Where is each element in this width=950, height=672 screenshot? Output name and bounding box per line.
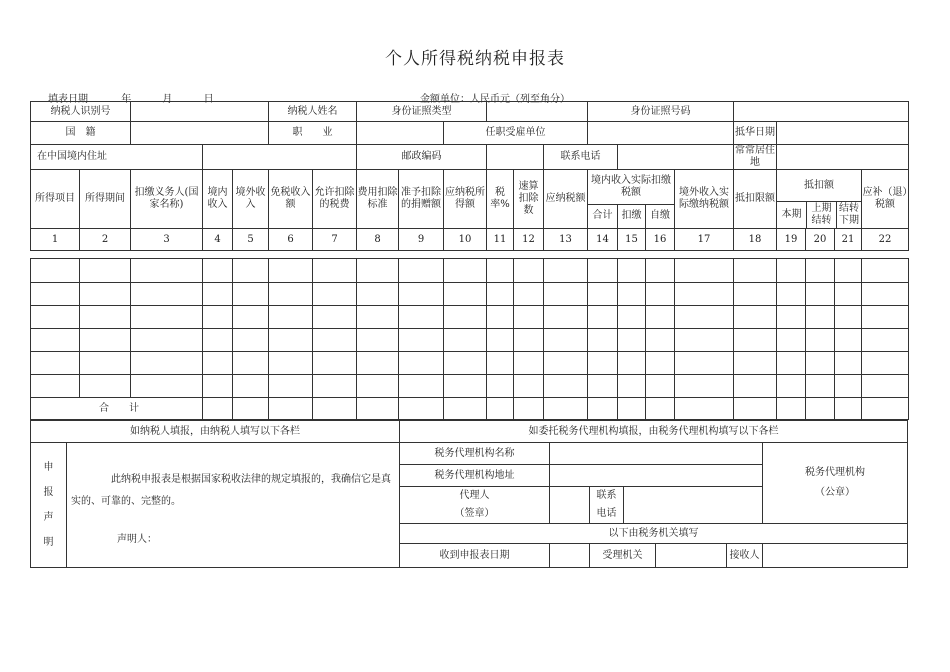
table-cell[interactable]: [514, 352, 544, 375]
table-cell[interactable]: [777, 375, 806, 398]
agent-address-value[interactable]: [550, 465, 763, 487]
table-cell[interactable]: [203, 375, 233, 398]
col-domestic-income: 境内收入: [203, 170, 233, 229]
table-cell[interactable]: [313, 352, 357, 375]
col-number: 14: [588, 229, 618, 251]
id-type-value[interactable]: [487, 102, 588, 122]
col-period: 所得期间: [80, 170, 131, 229]
table-cell[interactable]: [131, 375, 203, 398]
col-number: 9: [399, 229, 444, 251]
table-cell[interactable]: [734, 283, 777, 306]
table-cell[interactable]: [399, 283, 444, 306]
table-cell[interactable]: [544, 306, 588, 329]
total-cell[interactable]: [514, 398, 544, 420]
col-prior-carry: 上期结转: [807, 202, 837, 228]
table-cell[interactable]: [544, 259, 588, 283]
total-cell[interactable]: [806, 398, 835, 420]
table-cell[interactable]: [588, 259, 618, 283]
table-cell[interactable]: [646, 259, 675, 283]
table-cell[interactable]: [487, 306, 514, 329]
col-withheld: 扣缴: [618, 204, 646, 228]
total-cell[interactable]: [618, 398, 646, 420]
table-cell[interactable]: [31, 375, 80, 398]
col-exempt-income: 免税收入额: [269, 170, 313, 229]
table-cell[interactable]: [588, 329, 618, 352]
table-cell[interactable]: [618, 259, 646, 283]
col-donation: 准予扣除的捐赠额: [399, 170, 444, 229]
table-cell[interactable]: [777, 329, 806, 352]
day-label: 日: [203, 94, 214, 105]
total-cell[interactable]: [357, 398, 399, 420]
table-cell[interactable]: [835, 375, 862, 398]
total-cell[interactable]: [233, 398, 269, 420]
year-label: 年: [121, 94, 132, 105]
col-number: 22: [862, 229, 909, 251]
accepting-office-label: 受理机关: [590, 544, 656, 568]
table-cell[interactable]: [357, 259, 399, 283]
table-cell[interactable]: [357, 352, 399, 375]
table-cell[interactable]: [514, 375, 544, 398]
table-cell[interactable]: [357, 306, 399, 329]
table-cell[interactable]: [269, 259, 313, 283]
table-cell[interactable]: [862, 283, 909, 306]
table-cell[interactable]: [487, 352, 514, 375]
total-cell[interactable]: [313, 398, 357, 420]
table-cell[interactable]: [835, 306, 862, 329]
table-cell[interactable]: [734, 329, 777, 352]
table-row: [31, 375, 909, 398]
residence-value[interactable]: [777, 145, 909, 170]
table-cell[interactable]: [646, 375, 675, 398]
col-number: 17: [675, 229, 734, 251]
col-domestic-paid: 境内收入实际扣缴税额: [588, 170, 675, 205]
col-withholder: 扣缴义务人(国家名称): [131, 170, 203, 229]
table-cell[interactable]: [444, 375, 487, 398]
table-cell[interactable]: [31, 329, 80, 352]
table-cell[interactable]: [618, 329, 646, 352]
table-cell[interactable]: [862, 306, 909, 329]
table-cell[interactable]: [588, 306, 618, 329]
total-cell[interactable]: [544, 398, 588, 420]
col-number: 10: [444, 229, 487, 251]
table-cell[interactable]: [269, 352, 313, 375]
agent-contact-value[interactable]: [624, 487, 763, 524]
table-cell[interactable]: [675, 352, 734, 375]
table-cell[interactable]: [734, 375, 777, 398]
table-cell[interactable]: [514, 283, 544, 306]
table-cell[interactable]: [233, 306, 269, 329]
total-cell[interactable]: [269, 398, 313, 420]
table-cell[interactable]: [399, 375, 444, 398]
declaration-table: [30, 420, 908, 568]
col-number: 13: [544, 229, 588, 251]
nationality-value[interactable]: [131, 122, 269, 145]
table-cell[interactable]: [646, 306, 675, 329]
agent-contact-text: 联系电话: [596, 490, 617, 519]
table-cell[interactable]: [806, 329, 835, 352]
table-cell[interactable]: [31, 259, 80, 283]
total-cell[interactable]: [444, 398, 487, 420]
total-cell[interactable]: [203, 398, 233, 420]
col-number: 8: [357, 229, 399, 251]
total-cell[interactable]: [399, 398, 444, 420]
declaration-label: [31, 443, 67, 568]
col-number: 1: [31, 229, 80, 251]
table-cell[interactable]: [618, 375, 646, 398]
taxpayer-id-value[interactable]: [131, 102, 269, 122]
table-cell[interactable]: [487, 375, 514, 398]
table-cell[interactable]: [777, 283, 806, 306]
col-number: 20: [806, 229, 835, 251]
col-number-row: [31, 229, 909, 251]
table-cell[interactable]: [203, 329, 233, 352]
col-number: 19: [777, 229, 806, 251]
col-current: 本期: [777, 202, 807, 228]
table-cell[interactable]: [734, 352, 777, 375]
table-cell[interactable]: [646, 283, 675, 306]
total-cell[interactable]: [862, 398, 909, 420]
table-cell[interactable]: [269, 329, 313, 352]
table-cell[interactable]: [544, 283, 588, 306]
arrival-date-label: 抵华日期: [734, 122, 777, 145]
table-cell[interactable]: [777, 306, 806, 329]
table-cell[interactable]: [835, 283, 862, 306]
total-cell[interactable]: [487, 398, 514, 420]
table-cell[interactable]: [313, 375, 357, 398]
table-row: [31, 259, 909, 283]
table-row: [31, 283, 909, 306]
table-cell[interactable]: [806, 352, 835, 375]
table-cell[interactable]: [131, 283, 203, 306]
table-cell[interactable]: [80, 306, 131, 329]
declaration-label-text: 申报声明: [43, 462, 54, 548]
table-cell[interactable]: [675, 329, 734, 352]
table-cell[interactable]: [80, 352, 131, 375]
table-cell[interactable]: [233, 352, 269, 375]
residence-label: 常常居住地: [735, 145, 775, 168]
postal-code-label: 邮政编码: [357, 145, 487, 170]
agent-address-label: 税务代理机构地址: [400, 465, 550, 487]
table-cell[interactable]: [31, 283, 80, 306]
fill-date-label: 填表日期: [48, 94, 88, 105]
accepting-office-value[interactable]: [656, 544, 727, 568]
table-cell[interactable]: [777, 352, 806, 375]
table-cell[interactable]: [131, 329, 203, 352]
table-cell[interactable]: [514, 306, 544, 329]
arrival-date-value[interactable]: [777, 122, 909, 145]
table-cell[interactable]: [862, 352, 909, 375]
col-quick-deduction: 速算扣除数: [514, 170, 544, 229]
col-number: 16: [646, 229, 675, 251]
agent-name-label: 税务代理机构名称: [400, 443, 550, 465]
table-cell[interactable]: [31, 306, 80, 329]
col-number: 18: [734, 229, 777, 251]
table-cell[interactable]: [203, 352, 233, 375]
month-label: 月: [162, 94, 173, 105]
id-number-label: 身份证照号码: [588, 102, 734, 122]
amount-unit: 金额单位：人民币元（列至角分）: [420, 94, 570, 105]
table-cell[interactable]: [588, 375, 618, 398]
table-cell[interactable]: [357, 283, 399, 306]
postal-code-value[interactable]: [487, 145, 544, 170]
col-item: 所得项目: [31, 170, 80, 229]
table-cell[interactable]: [444, 283, 487, 306]
table-cell[interactable]: [514, 259, 544, 283]
agent-name-value[interactable]: [550, 443, 763, 465]
col-total: 合计: [588, 204, 618, 228]
taxpayer-name-label: 纳税人姓名: [269, 102, 357, 122]
table-cell[interactable]: [588, 283, 618, 306]
received-date-label: 收到申报表日期: [400, 544, 550, 568]
agent-org-stamp: [763, 443, 908, 524]
table-cell[interactable]: [835, 352, 862, 375]
taxpayer-id-label: 纳税人识别号: [31, 102, 131, 122]
tax-return-table: [30, 101, 909, 251]
col-carry-next: 结转下期: [839, 203, 859, 226]
table-cell[interactable]: [618, 283, 646, 306]
id-type-label: 身份证照类型: [357, 102, 487, 122]
declarant-label: 声明人：: [117, 534, 157, 545]
col-number: 4: [203, 229, 233, 251]
total-cell[interactable]: [588, 398, 618, 420]
domestic-address-label: 在中国境内住址: [31, 145, 203, 170]
col-tax-payable: 应纳税额: [544, 170, 588, 229]
table-cell[interactable]: [675, 306, 734, 329]
col-number: 11: [487, 229, 514, 251]
table-cell[interactable]: [313, 283, 357, 306]
col-allowed-tax: 允许扣除的税费: [313, 170, 357, 229]
col-credit-amount-label: 抵扣额: [777, 170, 861, 202]
table-cell[interactable]: [588, 352, 618, 375]
col-number: 12: [514, 229, 544, 251]
agent-org-seal: （公章）: [815, 487, 855, 498]
table-cell[interactable]: [675, 375, 734, 398]
table-cell[interactable]: [357, 375, 399, 398]
col-self-paid: 自缴: [646, 204, 675, 228]
table-cell[interactable]: [80, 329, 131, 352]
table-cell[interactable]: [806, 306, 835, 329]
table-cell[interactable]: [544, 375, 588, 398]
agent-person-cell: [400, 487, 550, 524]
declaration-text-cell: [67, 443, 400, 568]
nationality-label: 国 籍: [31, 122, 131, 145]
table-cell[interactable]: [399, 259, 444, 283]
agent-contact-label: [590, 487, 624, 524]
table-cell[interactable]: [80, 375, 131, 398]
table-cell[interactable]: [646, 352, 675, 375]
table-cell[interactable]: [487, 283, 514, 306]
col-number: 15: [618, 229, 646, 251]
col-number: 7: [313, 229, 357, 251]
receiver-value[interactable]: [763, 544, 908, 568]
table-cell[interactable]: [646, 329, 675, 352]
table-cell[interactable]: [444, 352, 487, 375]
total-row-label: 合 计: [31, 398, 203, 420]
employer-label: 任职受雇单位: [444, 122, 588, 145]
col-rate: 税率%: [487, 170, 514, 229]
note-self: 如纳税人填报，由纳税人填写以下各栏: [31, 421, 400, 443]
occupation-value[interactable]: [357, 122, 444, 145]
table-cell[interactable]: [734, 259, 777, 283]
table-cell[interactable]: [806, 259, 835, 283]
table-cell[interactable]: [618, 306, 646, 329]
table-cell[interactable]: [80, 259, 131, 283]
table-cell[interactable]: [203, 306, 233, 329]
agent-org-label: 税务代理机构: [805, 467, 865, 478]
table-cell[interactable]: [675, 283, 734, 306]
table-cell[interactable]: [399, 306, 444, 329]
phone-label: 联系电话: [544, 145, 618, 170]
table-cell[interactable]: [444, 306, 487, 329]
total-cell[interactable]: [734, 398, 777, 420]
table-cell[interactable]: [862, 375, 909, 398]
col-refund: 应补（退）税额: [862, 170, 909, 229]
col-credit-limit: 抵扣限额: [734, 170, 777, 229]
table-row: [31, 352, 909, 375]
received-date-value[interactable]: [550, 544, 590, 568]
col-foreign-paid: 境外收入实际缴纳税额: [675, 170, 734, 229]
table-cell[interactable]: [734, 306, 777, 329]
table-cell[interactable]: [399, 329, 444, 352]
phone-value[interactable]: [618, 145, 734, 170]
table-cell[interactable]: [269, 306, 313, 329]
tax-office-note: 以下由税务机关填写: [400, 524, 908, 544]
table-cell[interactable]: [313, 329, 357, 352]
total-cell[interactable]: [646, 398, 675, 420]
table-cell[interactable]: [31, 352, 80, 375]
table-cell[interactable]: [269, 283, 313, 306]
table-cell[interactable]: [675, 259, 734, 283]
receiver-label: 接收人: [727, 544, 763, 568]
table-cell[interactable]: [544, 352, 588, 375]
table-row: [31, 329, 909, 352]
table-cell[interactable]: [203, 259, 233, 283]
table-cell[interactable]: [806, 375, 835, 398]
table-cell[interactable]: [487, 259, 514, 283]
table-cell[interactable]: [131, 259, 203, 283]
table-cell[interactable]: [514, 329, 544, 352]
table-cell[interactable]: [444, 329, 487, 352]
table-cell[interactable]: [131, 352, 203, 375]
table-cell[interactable]: [233, 283, 269, 306]
table-cell[interactable]: [835, 329, 862, 352]
table-cell[interactable]: [357, 329, 399, 352]
col-number: 21: [835, 229, 862, 251]
agent-seal-label: （签章）: [454, 508, 495, 519]
table-cell[interactable]: [233, 375, 269, 398]
agent-person-value[interactable]: [550, 487, 590, 524]
occupation-label: 职 业: [269, 122, 357, 145]
table-cell[interactable]: [544, 329, 588, 352]
table-row: [31, 306, 909, 329]
domestic-address-value[interactable]: [203, 145, 357, 170]
agent-person-label: 代理人: [459, 490, 490, 501]
table-cell[interactable]: [618, 352, 646, 375]
col-foreign-income: 境外收入: [233, 170, 269, 229]
id-number-value[interactable]: [734, 102, 909, 122]
table-cell[interactable]: [399, 352, 444, 375]
table-cell[interactable]: [777, 259, 806, 283]
col-expense-std: 费用扣除标准: [357, 170, 399, 229]
table-cell[interactable]: [203, 283, 233, 306]
total-cell[interactable]: [777, 398, 806, 420]
table-cell[interactable]: [862, 329, 909, 352]
data-rows-table: [30, 258, 909, 420]
total-cell[interactable]: [835, 398, 862, 420]
table-cell[interactable]: [313, 306, 357, 329]
table-cell[interactable]: [233, 329, 269, 352]
col-taxable-income: 应纳税所得额: [444, 170, 487, 229]
col-number: 2: [80, 229, 131, 251]
table-cell[interactable]: [269, 375, 313, 398]
table-cell[interactable]: [806, 283, 835, 306]
table-cell[interactable]: [131, 306, 203, 329]
col-number: 3: [131, 229, 203, 251]
table-cell[interactable]: [835, 259, 862, 283]
table-cell[interactable]: [487, 329, 514, 352]
table-cell[interactable]: [233, 259, 269, 283]
table-cell[interactable]: [444, 259, 487, 283]
note-agent: 如委托税务代理机构填报，由税务代理机构填写以下各栏: [400, 421, 908, 443]
table-cell[interactable]: [862, 259, 909, 283]
col-credit-amount: [777, 170, 862, 229]
employer-value[interactable]: [588, 122, 734, 145]
col-number: 5: [233, 229, 269, 251]
table-cell[interactable]: [313, 259, 357, 283]
total-cell[interactable]: [675, 398, 734, 420]
declaration-text: 此纳税申报表是根据国家税收法律的规定填报的，我确信它是真实的、可靠的、完整的。: [71, 474, 391, 507]
col-number: 6: [269, 229, 313, 251]
table-cell[interactable]: [80, 283, 131, 306]
form-title: 个人所得税纳税申报表: [385, 49, 565, 69]
